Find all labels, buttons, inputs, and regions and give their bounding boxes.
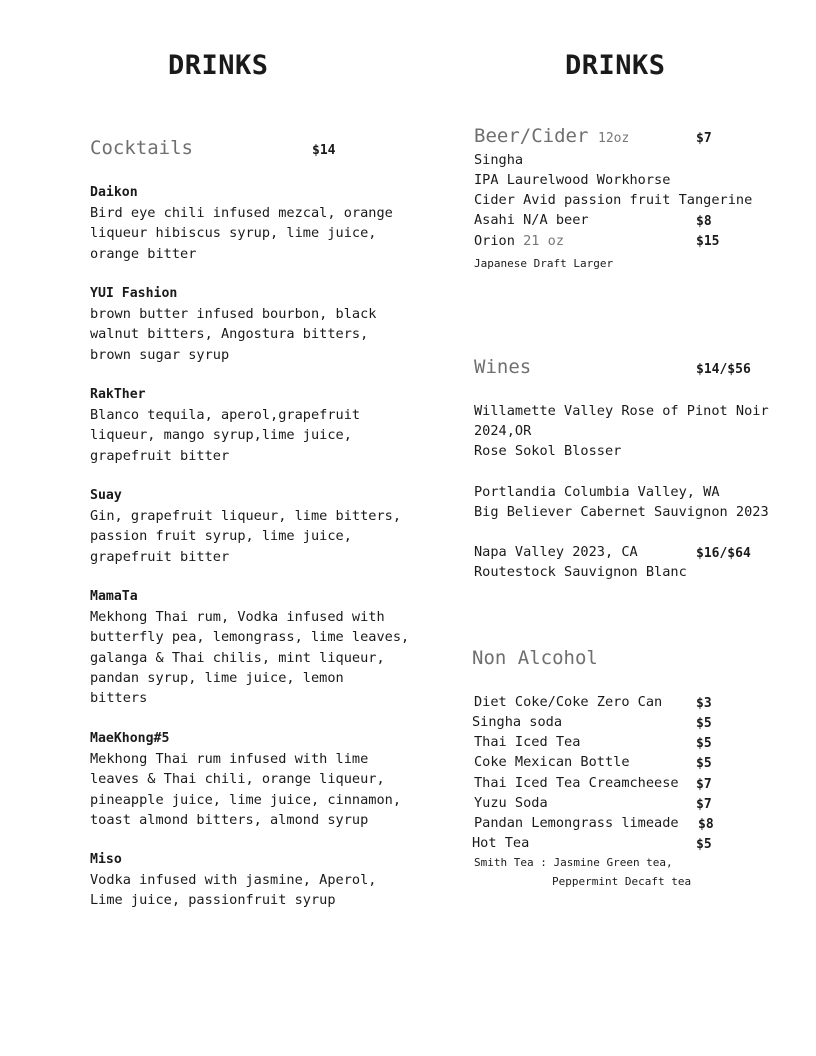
cocktail-desc-line: toast almond bitters, almond syrup [90, 811, 369, 828]
beer-line: Singha [474, 152, 524, 168]
beer-line: IPA Laurelwood Workhorse [474, 172, 671, 188]
orion-size: 21 oz [523, 233, 565, 249]
na-item-price: $3 [696, 696, 712, 711]
wine-line: Big Believer Cabernet Sauvignon 2023 [474, 504, 769, 520]
wine-line: 2024,OR [474, 423, 532, 439]
cocktail-desc-line: walnut bitters, Angostura bitters, [90, 326, 369, 343]
na-item-name: Hot Tea [472, 835, 530, 851]
wines-price: $14/$56 [696, 362, 751, 377]
asahi-name: Asahi N/A beer [474, 212, 589, 228]
na-item-price: $5 [696, 736, 712, 751]
na-item-price: $5 [696, 837, 712, 852]
cocktail-item [90, 729, 401, 830]
na-item-name: Thai Iced Tea [474, 734, 581, 750]
cocktail-desc-line: Mekhong Thai rum infused with lime [90, 751, 369, 768]
na-item-name: Thai Iced Tea Creamcheese [474, 775, 679, 791]
cocktail-desc-line: leaves & Thai chili, orange liqueur, [90, 771, 385, 788]
beer-heading: Beer/Cider [474, 125, 589, 147]
orion-row [474, 233, 564, 249]
left-page-title: DRINKS [168, 50, 269, 81]
na-item-price: $7 [696, 797, 712, 812]
cocktail-name: Suay [90, 488, 122, 503]
na-item-name: Singha soda [472, 714, 563, 730]
cocktail-desc-line: pineapple juice, lime juice, cinnamon, [90, 791, 401, 808]
cocktail-name: YUI Fashion [90, 286, 178, 301]
cocktail-desc-line: pandan syrup, lime juice, lemon [90, 669, 344, 686]
right-page-title: DRINKS [565, 50, 666, 81]
cocktails-heading: Cocktails [90, 137, 193, 159]
wine-line: Napa Valley 2023, CA [474, 544, 638, 560]
cocktail-desc-line: Lime juice, passionfruit syrup [90, 892, 336, 909]
cocktail-desc-line: bitters [90, 690, 148, 707]
wine-line: Rose Sokol Blosser [474, 443, 622, 459]
beer-line: Cider Avid passion fruit Tangerine [474, 192, 753, 208]
beer-price: $7 [696, 131, 712, 146]
cocktail-name: MamaTa [90, 589, 138, 604]
cocktail-item [90, 850, 376, 911]
cocktail-desc-line: grapefruit bitter [90, 447, 230, 464]
cocktail-item [90, 385, 360, 466]
cocktail-name: Miso [90, 852, 122, 867]
cocktail-name: MaeKhong#5 [90, 731, 170, 746]
cocktail-desc-line: brown sugar syrup [90, 346, 230, 363]
asahi-price: $8 [696, 214, 712, 229]
orion-price: $15 [696, 234, 720, 249]
cocktail-desc-line: galanga & Thai chilis, mint liqueur, [90, 649, 385, 666]
cocktails-price: $14 [312, 143, 336, 158]
na-item-price: $5 [696, 716, 712, 731]
na-item-name: Diet Coke/Coke Zero Can [474, 694, 663, 710]
orion-note: Japanese Draft Larger [474, 257, 614, 270]
wine-line: Willamette Valley Rose of Pinot Noir [474, 403, 769, 419]
orion-name: Orion [474, 233, 515, 249]
tea-note: Smith Tea : Jasmine Green tea, [474, 856, 673, 869]
cocktail-desc-line: brown butter infused bourbon, black [90, 306, 377, 323]
cocktail-desc-line: liqueur hibiscus syrup, lime juice, [90, 225, 377, 242]
na-item-price: $5 [696, 756, 712, 771]
cocktail-item [90, 284, 376, 365]
na-item-name: Yuzu Soda [474, 795, 548, 811]
wines-heading: Wines [474, 356, 532, 378]
cocktail-desc-line: Gin, grapefruit liqueur, lime bitters, [90, 508, 401, 525]
na-item-name: Pandan Lemongrass limeade [474, 815, 679, 831]
non-alcohol-heading: Non Alcohol [472, 647, 598, 669]
cocktail-item [90, 183, 393, 264]
beer-heading-row [474, 125, 629, 147]
cocktail-item [90, 587, 409, 708]
cocktail-desc-line: passion fruit syrup, lime juice, [90, 528, 352, 545]
cocktail-desc-line: liqueur, mango syrup,lime juice, [90, 427, 352, 444]
na-item-price: $7 [696, 777, 712, 792]
cocktail-desc-line: Mekhong Thai rum, Vodka infused with [90, 609, 385, 626]
cocktail-name: Daikon [90, 185, 138, 200]
wine-line: Routestock Sauvignon Blanc [474, 564, 687, 580]
cocktail-desc-line: grapefruit bitter [90, 548, 230, 565]
na-item-name: Coke Mexican Bottle [474, 754, 630, 770]
na-item-price: $8 [698, 817, 714, 832]
wine-line: Portlandia Columbia Valley, WA [474, 484, 720, 500]
beer-size: 12oz [598, 131, 630, 146]
cocktail-desc-line: orange bitter [90, 245, 197, 262]
cocktail-desc-line: butterfly pea, lemongrass, lime leaves, [90, 629, 410, 646]
wine-napa-price: $16/$64 [696, 546, 751, 561]
cocktail-desc-line: Bird eye chili infused mezcal, orange [90, 205, 393, 222]
cocktail-name: RakTher [90, 387, 146, 402]
cocktail-item [90, 486, 401, 567]
cocktail-desc-line: Blanco tequila, aperol,grapefruit [90, 407, 361, 424]
cocktail-desc-line: Vodka infused with jasmine, Aperol, [90, 872, 377, 889]
tea-note: Peppermint Decaft tea [552, 875, 692, 888]
